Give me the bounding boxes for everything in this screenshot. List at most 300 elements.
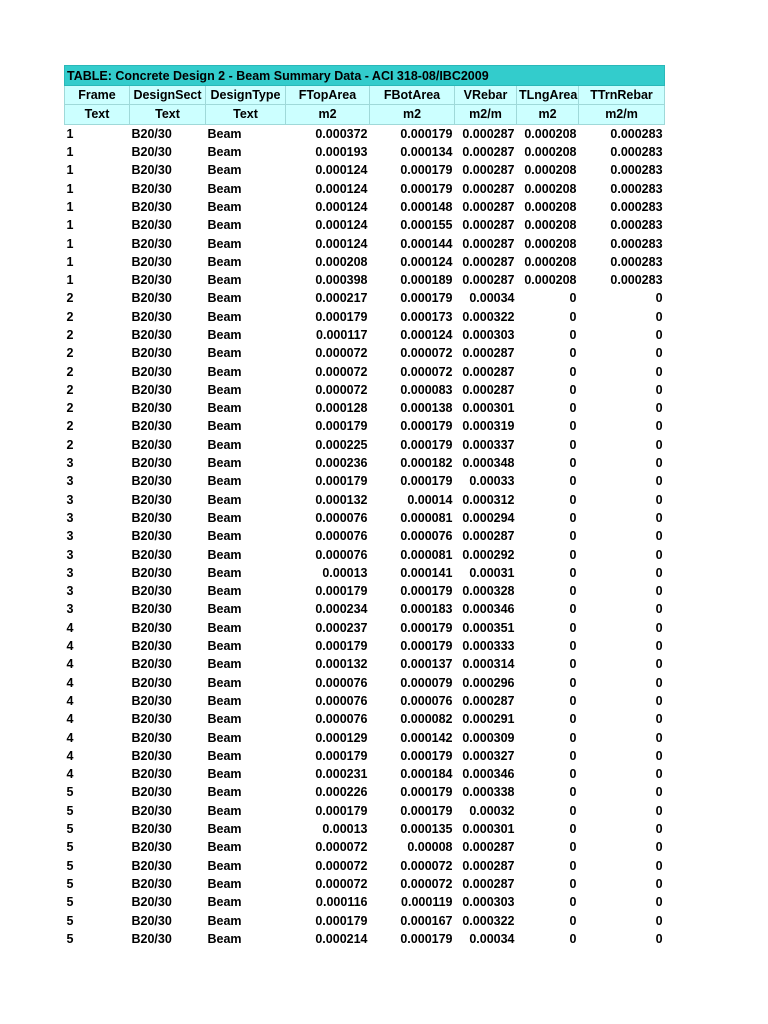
cell-design-type[interactable]: Beam [207,456,242,471]
cell-tlng-area[interactable]: 0 [569,510,577,525]
header-frame[interactable]: Frame [65,86,130,105]
cell-design-type[interactable]: Beam [207,346,242,361]
cell-design-sect[interactable]: B20/30 [131,822,172,837]
cell-ftop-area[interactable]: 0.00013 [322,822,368,837]
cell-design-sect[interactable]: B20/30 [131,657,172,672]
cell-vrebar[interactable]: 0.000301 [462,822,515,837]
cell-vrebar[interactable]: 0.000296 [462,675,515,690]
cell-fbot-area[interactable]: 0.000144 [400,236,453,251]
cell-design-sect[interactable]: B20/30 [131,584,172,599]
cell-design-sect[interactable]: B20/30 [131,748,172,763]
cell-frame[interactable]: 3 [66,547,74,562]
cell-vrebar[interactable]: 0.000291 [462,712,515,727]
cell-design-sect[interactable]: B20/30 [131,529,172,544]
cell-vrebar[interactable]: 0.000351 [462,620,515,635]
cell-ttrn-rebar[interactable]: 0 [655,309,663,324]
cell-vrebar[interactable]: 0.000287 [462,218,515,233]
cell-design-sect[interactable]: B20/30 [131,730,172,745]
cell-tlng-area[interactable]: 0 [569,840,577,855]
header-fbot-area[interactable]: FBotArea [370,86,455,105]
unit-tlng-area[interactable]: m2 [517,105,579,124]
cell-ttrn-rebar[interactable]: 0 [655,456,663,471]
cell-fbot-area[interactable]: 0.000179 [400,126,453,141]
cell-tlng-area[interactable]: 0 [569,785,577,800]
cell-fbot-area[interactable]: 0.000079 [400,675,453,690]
cell-fbot-area[interactable]: 0.000082 [400,712,453,727]
cell-vrebar[interactable]: 0.00031 [469,565,515,580]
cell-vrebar[interactable]: 0.000287 [462,346,515,361]
unit-design-type[interactable]: Text [206,105,286,124]
cell-fbot-area[interactable]: 0.000179 [400,419,453,434]
cell-ftop-area[interactable]: 0.000076 [315,510,368,525]
cell-design-sect[interactable]: B20/30 [131,510,172,525]
unit-fbot-area[interactable]: m2 [370,105,455,124]
cell-ttrn-rebar[interactable]: 0 [655,401,663,416]
cell-design-sect[interactable]: B20/30 [131,437,172,452]
cell-design-sect[interactable]: B20/30 [131,126,172,141]
cell-frame[interactable]: 3 [66,602,74,617]
cell-tlng-area[interactable]: 0 [569,346,577,361]
cell-ttrn-rebar[interactable]: 0 [655,803,663,818]
cell-vrebar[interactable]: 0.000346 [462,767,515,782]
cell-vrebar[interactable]: 0.000287 [462,163,515,178]
cell-vrebar[interactable]: 0.000314 [462,657,515,672]
cell-design-type[interactable]: Beam [207,492,242,507]
cell-frame[interactable]: 2 [66,437,74,452]
cell-vrebar[interactable]: 0.000348 [462,456,515,471]
cell-ttrn-rebar[interactable]: 0 [655,840,663,855]
cell-ftop-area[interactable]: 0.000179 [315,639,368,654]
cell-vrebar[interactable]: 0.000287 [462,693,515,708]
cell-design-type[interactable]: Beam [207,163,242,178]
cell-fbot-area[interactable]: 0.000072 [400,364,453,379]
cell-vrebar[interactable]: 0.000322 [462,309,515,324]
cell-vrebar[interactable]: 0.00034 [469,291,515,306]
cell-ftop-area[interactable]: 0.000214 [315,931,368,946]
cell-fbot-area[interactable]: 0.000141 [400,565,453,580]
cell-frame[interactable]: 1 [66,181,74,196]
cell-ftop-area[interactable]: 0.000179 [315,474,368,489]
cell-ttrn-rebar[interactable]: 0 [655,620,663,635]
cell-tlng-area[interactable]: 0 [569,913,577,928]
cell-tlng-area[interactable]: 0 [569,584,577,599]
cell-vrebar[interactable]: 0.00033 [469,474,515,489]
cell-ttrn-rebar[interactable]: 0 [655,602,663,617]
cell-design-sect[interactable]: B20/30 [131,382,172,397]
cell-design-type[interactable]: Beam [207,858,242,873]
cell-ttrn-rebar[interactable]: 0 [655,364,663,379]
cell-ftop-area[interactable]: 0.000072 [315,840,368,855]
cell-design-type[interactable]: Beam [207,364,242,379]
cell-ftop-area[interactable]: 0.000398 [315,273,368,288]
cell-design-sect[interactable]: B20/30 [131,803,172,818]
cell-ttrn-rebar[interactable]: 0.000283 [610,273,663,288]
cell-tlng-area[interactable]: 0 [569,328,577,342]
cell-fbot-area[interactable]: 0.000072 [400,346,453,361]
cell-vrebar[interactable]: 0.000327 [462,748,515,763]
cell-tlng-area[interactable]: 0 [569,565,577,580]
cell-ftop-area[interactable]: 0.000072 [315,364,368,379]
cell-frame[interactable]: 1 [66,163,74,178]
cell-tlng-area[interactable]: 0.000208 [524,254,577,269]
cell-tlng-area[interactable]: 0 [569,675,577,690]
cell-frame[interactable]: 5 [66,803,74,818]
cell-design-sect[interactable]: B20/30 [131,309,172,324]
cell-ttrn-rebar[interactable]: 0 [655,730,663,745]
cell-ttrn-rebar[interactable]: 0 [655,675,663,690]
header-vrebar[interactable]: VRebar [455,86,517,105]
cell-ttrn-rebar[interactable]: 0 [655,931,663,946]
cell-fbot-area[interactable]: 0.000134 [400,145,453,160]
cell-tlng-area[interactable]: 0.000208 [524,163,577,178]
cell-tlng-area[interactable]: 0 [569,748,577,763]
cell-ttrn-rebar[interactable]: 0.000283 [610,181,663,196]
cell-frame[interactable]: 1 [66,145,74,160]
cell-design-type[interactable]: Beam [207,218,242,233]
cell-fbot-area[interactable]: 0.00008 [407,840,453,855]
cell-tlng-area[interactable]: 0 [569,858,577,873]
cell-design-sect[interactable]: B20/30 [131,218,172,233]
cell-frame[interactable]: 1 [66,199,74,214]
cell-ttrn-rebar[interactable]: 0 [655,328,663,342]
cell-frame[interactable]: 3 [66,492,74,507]
cell-fbot-area[interactable]: 0.000179 [400,748,453,763]
cell-design-type[interactable]: Beam [207,602,242,617]
cell-vrebar[interactable]: 0.000319 [462,419,515,434]
cell-frame[interactable]: 5 [66,876,74,891]
cell-fbot-area[interactable]: 0.00014 [407,492,453,507]
cell-tlng-area[interactable]: 0 [569,401,577,416]
cell-design-sect[interactable]: B20/30 [131,895,172,910]
cell-vrebar[interactable]: 0.000287 [462,382,515,397]
cell-design-sect[interactable]: B20/30 [131,712,172,727]
unit-design-sect[interactable]: Text [130,105,206,124]
cell-tlng-area[interactable]: 0 [569,931,577,946]
cell-ftop-area[interactable]: 0.000076 [315,529,368,544]
cell-ttrn-rebar[interactable]: 0 [655,913,663,928]
cell-frame[interactable]: 5 [66,895,74,910]
cell-tlng-area[interactable]: 0 [569,309,577,324]
cell-ttrn-rebar[interactable]: 0.000283 [610,126,663,141]
cell-ttrn-rebar[interactable]: 0 [655,291,663,306]
cell-fbot-area[interactable]: 0.000135 [400,822,453,837]
cell-design-sect[interactable]: B20/30 [131,785,172,800]
cell-ftop-area[interactable]: 0.000132 [315,657,368,672]
cell-ttrn-rebar[interactable]: 0 [655,639,663,654]
cell-design-sect[interactable]: B20/30 [131,931,172,946]
cell-fbot-area[interactable]: 0.000124 [400,254,453,269]
cell-design-type[interactable]: Beam [207,236,242,251]
cell-tlng-area[interactable]: 0 [569,712,577,727]
cell-ftop-area[interactable]: 0.000076 [315,547,368,562]
cell-design-type[interactable]: Beam [207,529,242,544]
cell-ttrn-rebar[interactable]: 0 [655,529,663,544]
cell-ttrn-rebar[interactable]: 0 [655,382,663,397]
cell-frame[interactable]: 2 [66,401,74,416]
cell-tlng-area[interactable]: 0.000208 [524,273,577,288]
cell-fbot-area[interactable]: 0.000179 [400,584,453,599]
cell-tlng-area[interactable]: 0.000208 [524,236,577,251]
cell-design-type[interactable]: Beam [207,510,242,525]
cell-frame[interactable]: 3 [66,529,74,544]
cell-tlng-area[interactable]: 0.000208 [524,145,577,160]
cell-tlng-area[interactable]: 0.000208 [524,181,577,196]
cell-fbot-area[interactable]: 0.000155 [400,218,453,233]
cell-design-type[interactable]: Beam [207,785,242,800]
cell-frame[interactable]: 2 [66,328,74,342]
cell-vrebar[interactable]: 0.000301 [462,401,515,416]
cell-ftop-area[interactable]: 0.000132 [315,492,368,507]
cell-fbot-area[interactable]: 0.000081 [400,547,453,562]
cell-design-type[interactable]: Beam [207,803,242,818]
cell-design-type[interactable]: Beam [207,748,242,763]
cell-tlng-area[interactable]: 0 [569,529,577,544]
cell-fbot-area[interactable]: 0.000179 [400,639,453,654]
cell-ftop-area[interactable]: 0.000208 [315,254,368,269]
cell-tlng-area[interactable]: 0.000208 [524,218,577,233]
cell-ttrn-rebar[interactable]: 0 [655,419,663,434]
cell-vrebar[interactable]: 0.000303 [462,328,515,342]
cell-vrebar[interactable]: 0.000303 [462,895,515,910]
cell-fbot-area[interactable]: 0.000179 [400,803,453,818]
cell-fbot-area[interactable]: 0.000173 [400,309,453,324]
cell-vrebar[interactable]: 0.000309 [462,730,515,745]
cell-tlng-area[interactable]: 0.000208 [524,199,577,214]
cell-design-sect[interactable]: B20/30 [131,236,172,251]
cell-vrebar[interactable]: 0.000294 [462,510,515,525]
cell-fbot-area[interactable]: 0.000179 [400,785,453,800]
cell-ttrn-rebar[interactable]: 0 [655,822,663,837]
cell-design-type[interactable]: Beam [207,126,242,141]
cell-ttrn-rebar[interactable]: 0 [655,712,663,727]
cell-design-type[interactable]: Beam [207,675,242,690]
cell-fbot-area[interactable]: 0.000179 [400,474,453,489]
cell-ttrn-rebar[interactable]: 0.000283 [610,163,663,178]
cell-tlng-area[interactable]: 0 [569,639,577,654]
cell-vrebar[interactable]: 0.000287 [462,529,515,544]
cell-frame[interactable]: 4 [66,693,74,708]
cell-ttrn-rebar[interactable]: 0.000283 [610,199,663,214]
cell-ttrn-rebar[interactable]: 0 [655,474,663,489]
cell-frame[interactable]: 2 [66,382,74,397]
cell-ttrn-rebar[interactable]: 0.000283 [610,254,663,269]
cell-fbot-area[interactable]: 0.000142 [400,730,453,745]
cell-design-type[interactable]: Beam [207,401,242,416]
cell-design-sect[interactable]: B20/30 [131,639,172,654]
cell-ftop-area[interactable]: 0.000117 [316,328,368,342]
cell-tlng-area[interactable]: 0 [569,291,577,306]
cell-frame[interactable]: 5 [66,858,74,873]
cell-ftop-area[interactable]: 0.000072 [315,876,368,891]
cell-tlng-area[interactable]: 0 [569,456,577,471]
cell-ftop-area[interactable]: 0.000372 [315,126,368,141]
cell-frame[interactable]: 5 [66,913,74,928]
unit-vrebar[interactable]: m2/m [455,105,517,124]
cell-vrebar[interactable]: 0.000287 [462,145,515,160]
cell-ttrn-rebar[interactable]: 0 [655,657,663,672]
cell-frame[interactable]: 2 [66,309,74,324]
cell-ftop-area[interactable]: 0.000076 [315,712,368,727]
cell-ftop-area[interactable]: 0.000124 [315,181,368,196]
cell-frame[interactable]: 4 [66,620,74,635]
cell-ttrn-rebar[interactable]: 0 [655,565,663,580]
header-design-type[interactable]: DesignType [206,86,286,105]
cell-vrebar[interactable]: 0.000287 [462,273,515,288]
cell-design-sect[interactable]: B20/30 [131,620,172,635]
cell-design-sect[interactable]: B20/30 [131,547,172,562]
cell-design-type[interactable]: Beam [207,913,242,928]
cell-design-type[interactable]: Beam [207,895,242,910]
cell-design-sect[interactable]: B20/30 [131,767,172,782]
cell-fbot-area[interactable]: 0.000137 [400,657,453,672]
cell-fbot-area[interactable]: 0.000179 [400,437,453,452]
cell-design-type[interactable]: Beam [207,309,242,324]
cell-frame[interactable]: 1 [66,126,74,141]
cell-design-sect[interactable]: B20/30 [131,364,172,379]
cell-ftop-area[interactable]: 0.000116 [316,895,368,910]
cell-ttrn-rebar[interactable]: 0 [655,492,663,507]
cell-ftop-area[interactable]: 0.000072 [315,858,368,873]
cell-design-type[interactable]: Beam [207,145,242,160]
cell-fbot-area[interactable]: 0.000182 [400,456,453,471]
cell-vrebar[interactable]: 0.000287 [462,236,515,251]
header-tlng-area[interactable]: TLngArea [517,86,579,105]
table-title[interactable]: TABLE: Concrete Design 2 - Beam Summary Data - ACI 318-08/IBC2009 [65,66,665,86]
cell-vrebar[interactable]: 0.000333 [462,639,515,654]
cell-design-type[interactable]: Beam [207,639,242,654]
cell-fbot-area[interactable]: 0.000179 [400,620,453,635]
cell-vrebar[interactable]: 0.000322 [462,913,515,928]
cell-fbot-area[interactable]: 0.000072 [400,858,453,873]
cell-frame[interactable]: 4 [66,767,74,782]
unit-ftop-area[interactable]: m2 [286,105,370,124]
cell-tlng-area[interactable]: 0 [569,822,577,837]
cell-frame[interactable]: 3 [66,474,74,489]
cell-ttrn-rebar[interactable]: 0 [655,876,663,891]
cell-design-sect[interactable]: B20/30 [131,858,172,873]
cell-frame[interactable]: 5 [66,822,74,837]
cell-ftop-area[interactable]: 0.000124 [315,163,368,178]
cell-design-sect[interactable]: B20/30 [131,273,172,288]
header-ttrn-rebar[interactable]: TTrnRebar [579,86,665,105]
cell-ftop-area[interactable]: 0.000076 [315,675,368,690]
cell-tlng-area[interactable]: 0 [569,657,577,672]
cell-fbot-area[interactable]: 0.000179 [400,291,453,306]
cell-frame[interactable]: 4 [66,730,74,745]
cell-design-sect[interactable]: B20/30 [131,876,172,891]
cell-frame[interactable]: 5 [66,840,74,855]
cell-frame[interactable]: 2 [66,291,74,306]
cell-vrebar[interactable]: 0.000287 [462,840,515,855]
cell-tlng-area[interactable]: 0 [569,382,577,397]
cell-design-type[interactable]: Beam [207,291,242,306]
cell-design-type[interactable]: Beam [207,876,242,891]
cell-frame[interactable]: 3 [66,510,74,525]
cell-fbot-area[interactable]: 0.000167 [400,913,453,928]
cell-ftop-area[interactable]: 0.000124 [315,199,368,214]
cell-design-sect[interactable]: B20/30 [131,145,172,160]
cell-frame[interactable]: 2 [66,364,74,379]
cell-vrebar[interactable]: 0.000338 [462,785,515,800]
cell-design-sect[interactable]: B20/30 [131,254,172,269]
cell-tlng-area[interactable]: 0 [569,803,577,818]
cell-vrebar[interactable]: 0.000287 [462,199,515,214]
cell-ftop-area[interactable]: 0.000076 [315,693,368,708]
cell-tlng-area[interactable]: 0 [569,730,577,745]
cell-ftop-area[interactable]: 0.000124 [315,236,368,251]
cell-design-type[interactable]: Beam [207,328,242,342]
cell-design-type[interactable]: Beam [207,254,242,269]
cell-ttrn-rebar[interactable]: 0 [655,785,663,800]
cell-tlng-area[interactable]: 0 [569,492,577,507]
cell-ftop-area[interactable]: 0.000226 [315,785,368,800]
cell-tlng-area[interactable]: 0 [569,767,577,782]
cell-ftop-area[interactable]: 0.000179 [315,748,368,763]
cell-fbot-area[interactable]: 0.000081 [400,510,453,525]
cell-fbot-area[interactable]: 0.000124 [400,328,453,342]
cell-design-sect[interactable]: B20/30 [131,199,172,214]
cell-ftop-area[interactable]: 0.000179 [315,309,368,324]
cell-vrebar[interactable]: 0.000287 [462,254,515,269]
cell-vrebar[interactable]: 0.00032 [469,803,515,818]
cell-frame[interactable]: 5 [66,931,74,946]
cell-ftop-area[interactable]: 0.00013 [322,565,368,580]
cell-ftop-area[interactable]: 0.000072 [315,382,368,397]
cell-design-sect[interactable]: B20/30 [131,675,172,690]
cell-design-type[interactable]: Beam [207,199,242,214]
cell-design-sect[interactable]: B20/30 [131,419,172,434]
cell-fbot-area[interactable]: 0.000076 [400,529,453,544]
cell-tlng-area[interactable]: 0 [569,364,577,379]
cell-vrebar[interactable]: 0.000287 [462,126,515,141]
cell-frame[interactable]: 1 [66,218,74,233]
cell-ttrn-rebar[interactable]: 0.000283 [610,218,663,233]
cell-design-sect[interactable]: B20/30 [131,693,172,708]
cell-fbot-area[interactable]: 0.000189 [400,273,453,288]
cell-design-sect[interactable]: B20/30 [131,456,172,471]
cell-tlng-area[interactable]: 0.000208 [524,126,577,141]
cell-vrebar[interactable]: 0.000312 [462,492,515,507]
cell-vrebar[interactable]: 0.000337 [462,437,515,452]
cell-fbot-area[interactable]: 0.000138 [400,401,453,416]
cell-tlng-area[interactable]: 0 [569,602,577,617]
cell-design-sect[interactable]: B20/30 [131,328,172,342]
cell-ftop-area[interactable]: 0.000179 [315,584,368,599]
cell-frame[interactable]: 3 [66,584,74,599]
unit-frame[interactable]: Text [65,105,130,124]
cell-design-sect[interactable]: B20/30 [131,291,172,306]
unit-ttrn-rebar[interactable]: m2/m [579,105,665,124]
cell-ttrn-rebar[interactable]: 0 [655,767,663,782]
cell-design-type[interactable]: Beam [207,620,242,635]
cell-tlng-area[interactable]: 0 [569,437,577,452]
cell-tlng-area[interactable]: 0 [569,474,577,489]
cell-design-type[interactable]: Beam [207,547,242,562]
cell-ttrn-rebar[interactable]: 0 [655,547,663,562]
cell-fbot-area[interactable]: 0.000184 [400,767,453,782]
cell-frame[interactable]: 4 [66,675,74,690]
cell-ttrn-rebar[interactable]: 0 [655,858,663,873]
cell-design-type[interactable]: Beam [207,382,242,397]
cell-ttrn-rebar[interactable]: 0 [655,693,663,708]
cell-design-sect[interactable]: B20/30 [131,565,172,580]
cell-vrebar[interactable]: 0.000287 [462,364,515,379]
cell-design-type[interactable]: Beam [207,693,242,708]
cell-ftop-area[interactable]: 0.000193 [315,145,368,160]
cell-ftop-area[interactable]: 0.000179 [315,803,368,818]
cell-tlng-area[interactable]: 0 [569,419,577,434]
cell-tlng-area[interactable]: 0 [569,693,577,708]
